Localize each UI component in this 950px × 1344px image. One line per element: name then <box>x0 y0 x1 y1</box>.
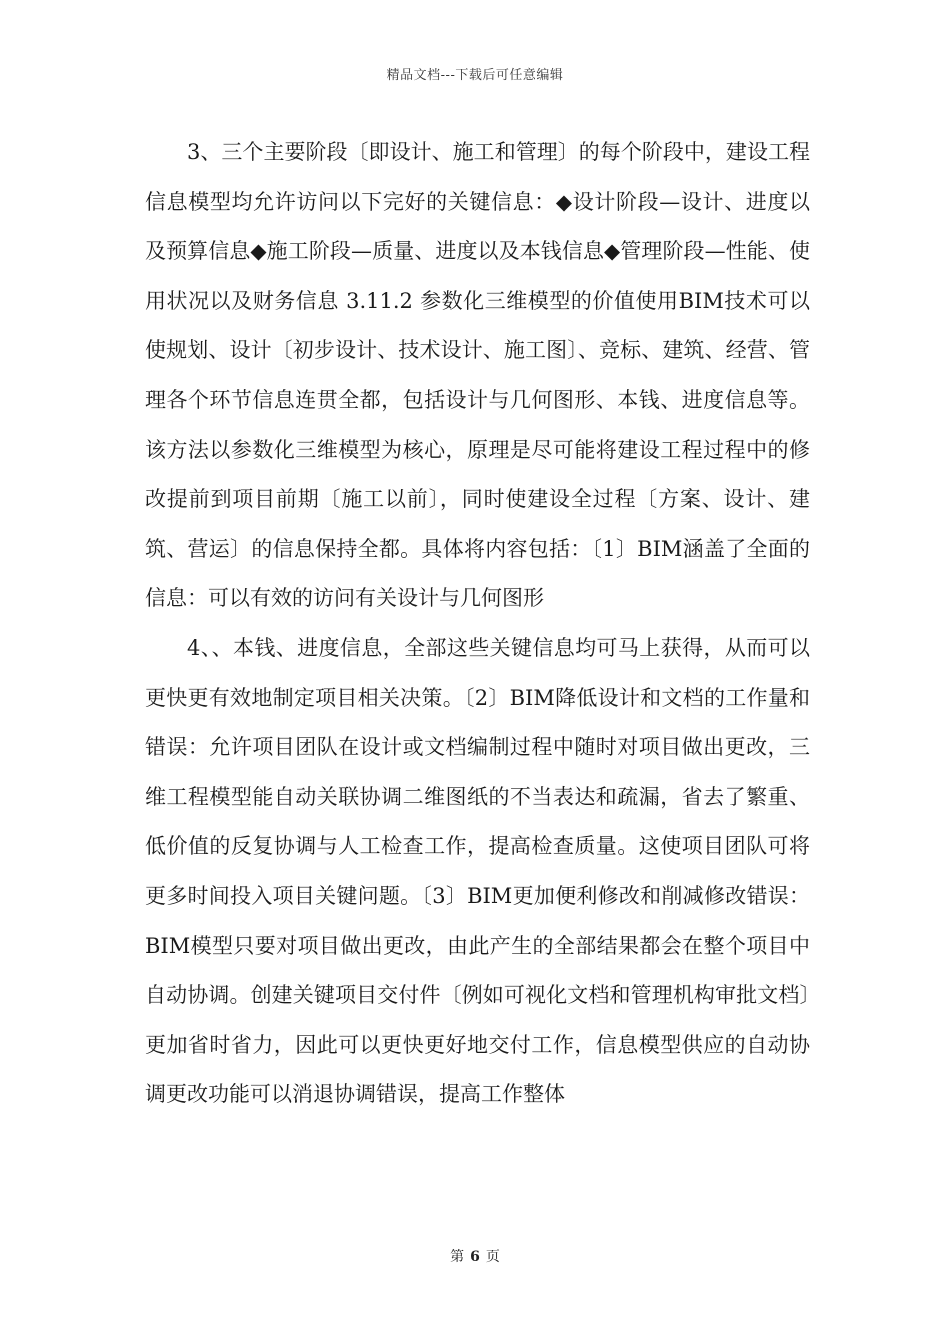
page-body <box>145 128 810 1120</box>
page-number-suffix: 页 <box>485 1249 500 1265</box>
paragraph-2: 4、、本钱、进度信息，全部这些关键信息均可马上获得，从而可以更快更有效地制定项目相关决策。〔2〕BIM降低设计和文档的工作量和错误：允许项目团队在设计或文档编制过程中随时对项目做出更改，三维工程模型能自动关联协调二维图纸的不当表达和疏漏，省去了繁重、低价值的反复协调与人工检查工作，提高检查质量。这使项目团队可将更多时间投入项目关键问题。〔3〕BIM更加便利修改和削减修改错误：BIM模型只要对项目做出更改，由此产生的全部结果都会在整个项目中自动协调。创建关键项目交付件〔例如可视化文档和管理机构审批文档〕更加省时省力，因此可以更快更好地交付工作，信息模型供应的自动协调更改功能可以消退协调错误，提高工作整体 <box>145 635 810 1107</box>
page-number: 6 <box>470 1249 480 1265</box>
page-footer <box>0 1246 950 1266</box>
paragraph-1: 3、三个主要阶段〔即设计、施工和管理〕的每个阶段中，建设工程信息模型均允许访问以下完好的关键信息：◆设计阶段—设计、进度以及预算信息◆施工阶段—质量、进度以及本钱信息◆管理阶段—性能、使用状况以及财务信息 3.11.2 参数化三维模型的价值使用BIM技术可以使规划、设计〔初步设计、技术设计、施工图〕、竞标、建筑、经营、管理各个环节信息连贯全都，包括设计与几何图形、本钱、进度信息等。该方法以参数化三维模型为核心，原理是尽可能将建设工程过程中的修改提前到项目前期〔施工以前〕，同时使建设全过程〔方案、设计、建筑、营运〕的信息保持全都。具体将内容包括：〔1〕BIM涵盖了全面的信息：可以有效的访问有关设计与几何图形 <box>145 140 810 611</box>
page-number-prefix: 第 <box>450 1249 465 1265</box>
page-header: 精品文档---下载后可任意编辑 <box>386 68 564 83</box>
